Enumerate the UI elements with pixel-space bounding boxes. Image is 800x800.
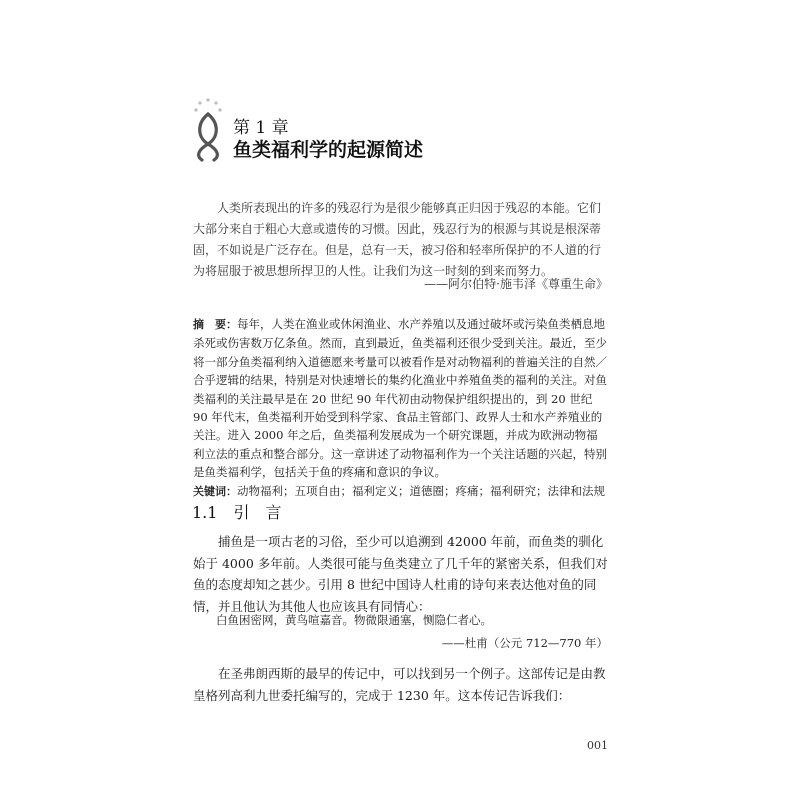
abstract-paragraph bbox=[193, 315, 608, 482]
abstract-block bbox=[193, 315, 608, 501]
paragraph-2-text: 在圣弗朗西斯的最早的传记中，可以找到另一个例子。这部传记是由教皇格列高利九世委托编写的，完成于 1230 年。这本传记告诉我们： bbox=[193, 666, 606, 703]
abstract-label: 摘 要： bbox=[193, 318, 237, 331]
epigraph-text: 人类所表现出的许多的残忍行为是很少能够真正归因于残忍的本能。它们大部分来自于粗心大意或遗传的习惯。因此，残忍行为的根源与其说是根深蒂固，不如说是广泛存在。但是，总有一天，被习俗和轻率所保护的不人道的行为将屈服于被思想所捍卫的人性。让我们为这一时刻的到来而努力。 bbox=[193, 201, 602, 278]
section-title: 引 言 bbox=[233, 503, 282, 522]
epigraph bbox=[193, 198, 608, 282]
keywords-paragraph bbox=[193, 482, 608, 501]
keywords-text: 动物福利；五项自由；福利定义；道德圈；疼痛；福利研究；法律和法规 bbox=[237, 483, 605, 498]
fish-symbol-icon bbox=[192, 98, 224, 162]
epigraph-attribution: ——阿尔伯特·施韦泽《尊重生命》 bbox=[424, 277, 608, 291]
section-number: 1.1 bbox=[192, 503, 218, 522]
page-number: 001 bbox=[587, 739, 608, 752]
section-heading bbox=[192, 500, 281, 523]
chapter-number: 第 1 章 bbox=[233, 118, 289, 138]
paragraph-1-text: 捕鱼是一项古老的习俗，至少可以追溯到 42000 年前，而鱼类的驯化始于 4000 多年前。人类很可能与鱼类建立了几千年的紧密关系，但我们对鱼的态度却知之甚少。引用 8 世纪中国诗人杜甫的诗句来表达他对鱼的同情，并且他认为其他人也应该具有同情心： bbox=[193, 534, 608, 614]
poem-quote: 白鱼困密网，黄鸟喧嘉音。物微限通塞，恻隐仁者心。 bbox=[216, 613, 492, 627]
body-paragraph-1 bbox=[193, 531, 608, 617]
poem-attribution: ——杜甫（公元 712—770 年） bbox=[441, 636, 608, 650]
chapter-title: 鱼类福利学的起源简述 bbox=[233, 139, 424, 161]
body-paragraph-2 bbox=[193, 663, 608, 706]
keywords-label: 关键词： bbox=[193, 484, 237, 498]
abstract-text: 每年，人类在渔业或休闲渔业、水产养殖以及通过破坏或污染鱼类栖息地杀死或伤害数万亿条鱼。然而，直到最近，鱼类福利还很少受到关注。最近，至少将一部分鱼类福利纳入道德愿来考量可以被看作是对动物福利的普遍关注的自然／合乎逻辑的结果，特别是对快速增长的集约化渔业中养殖鱼类的福利的关注。对鱼类福利的关注最早是在 20 世纪 90 年代初由动物保护组织提出的，到 20 世纪 90 年代末，鱼类福利开始受到科学家、食品主管部门、政界人士和水产养殖业的关注。进入 2000 年之后，鱼类福利发展成为一个研究课题，并成为欧洲动物福利立法的重点和整合部分。这一章讲述了动物福利作为一个关注话题的兴起，特别是鱼类福利学，包括关于鱼的疼痛和意识的争议。 bbox=[193, 317, 607, 480]
